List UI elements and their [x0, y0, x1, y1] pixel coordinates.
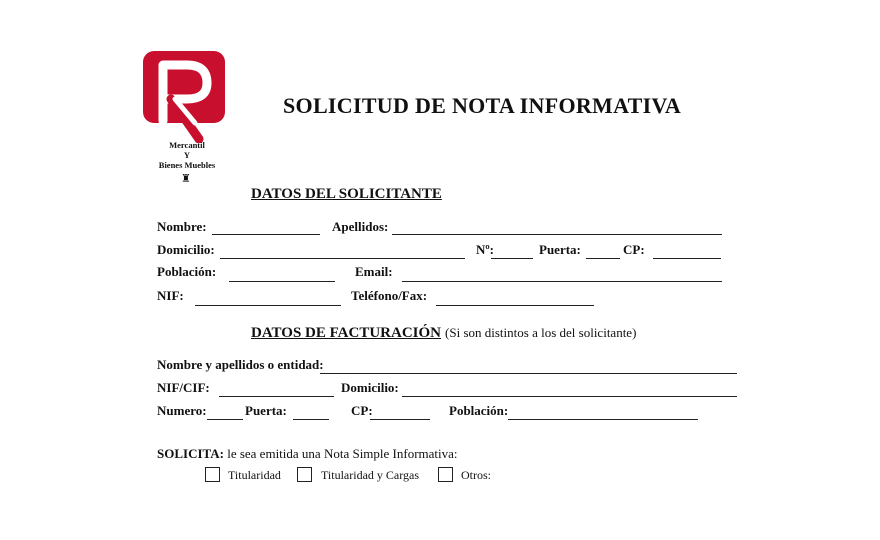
- logo-caption: [147, 140, 227, 170]
- numero-label: Nº:: [476, 242, 495, 257]
- puerta-label: Puerta:: [539, 242, 581, 257]
- solicita-row: [157, 446, 458, 462]
- nombre-label: Nombre:: [157, 219, 207, 234]
- telefono-field[interactable]: [436, 305, 594, 306]
- email-field[interactable]: [402, 281, 722, 282]
- numero-field[interactable]: [491, 258, 533, 259]
- nombre-field[interactable]: [212, 234, 320, 235]
- poblacion-label: Población:: [157, 264, 217, 279]
- titularidad-cargas-checkbox[interactable]: [297, 467, 312, 482]
- logo-caption-line2: Y: [183, 150, 191, 160]
- titularidad-cargas-option-label: Titularidad y Cargas: [321, 468, 419, 482]
- fact-poblacion-field[interactable]: [508, 419, 698, 420]
- domicilio-field[interactable]: [220, 258, 465, 259]
- apellidos-field[interactable]: [392, 234, 722, 235]
- solicita-label: SOLICITA:: [157, 446, 224, 461]
- cp-label: CP:: [623, 242, 645, 257]
- nif-cif-label: NIF/CIF:: [157, 380, 210, 395]
- email-label: Email:: [355, 264, 393, 279]
- section-heading-facturacion-row: [251, 324, 636, 342]
- domicilio-label: Domicilio:: [157, 242, 215, 257]
- puerta-field[interactable]: [586, 258, 620, 259]
- cp-field[interactable]: [653, 258, 721, 259]
- poblacion-field[interactable]: [229, 281, 335, 282]
- page-title: SOLICITUD DE NOTA INFORMATIVA: [283, 93, 682, 118]
- logo-caption-line3: Bienes Muebles: [158, 160, 216, 170]
- facturacion-note: (Si son distintos a los del solicitante): [445, 325, 637, 340]
- fact-domicilio-label: Domicilio:: [341, 380, 399, 395]
- section-heading-facturacion: DATOS DE FACTURACIÓN: [251, 325, 442, 341]
- nombre-entidad-field[interactable]: [320, 373, 737, 374]
- logo-caption-line1: Mercantil: [169, 140, 205, 150]
- titularidad-checkbox[interactable]: [205, 467, 220, 482]
- fact-numero-label: Numero:: [157, 403, 207, 418]
- fact-puerta-field[interactable]: [293, 419, 329, 420]
- fact-cp-field[interactable]: [370, 419, 430, 420]
- fact-cp-label: CP:: [351, 403, 373, 418]
- telefono-label: Teléfono/Fax:: [351, 288, 428, 303]
- fact-puerta-label: Puerta:: [245, 403, 287, 418]
- fact-numero-field[interactable]: [207, 419, 243, 420]
- logo-emblem-icon: ♜: [181, 173, 191, 185]
- nif-cif-field[interactable]: [219, 396, 334, 397]
- nombre-entidad-label: Nombre y apellidos o entidad:: [157, 357, 324, 372]
- apellidos-label: Apellidos:: [332, 219, 389, 234]
- registry-r-logo-icon: [143, 51, 225, 143]
- section-heading-solicitante: DATOS DEL SOLICITANTE: [251, 186, 442, 202]
- nif-label: NIF:: [157, 288, 184, 303]
- nif-field[interactable]: [195, 305, 341, 306]
- solicita-text: le sea emitida una Nota Simple Informativa:: [223, 446, 458, 461]
- titularidad-option-label: Titularidad: [228, 468, 281, 482]
- otros-option-label: Otros:: [461, 468, 491, 482]
- fact-domicilio-field[interactable]: [402, 396, 737, 397]
- otros-checkbox[interactable]: [438, 467, 453, 482]
- fact-poblacion-label: Población:: [449, 403, 509, 418]
